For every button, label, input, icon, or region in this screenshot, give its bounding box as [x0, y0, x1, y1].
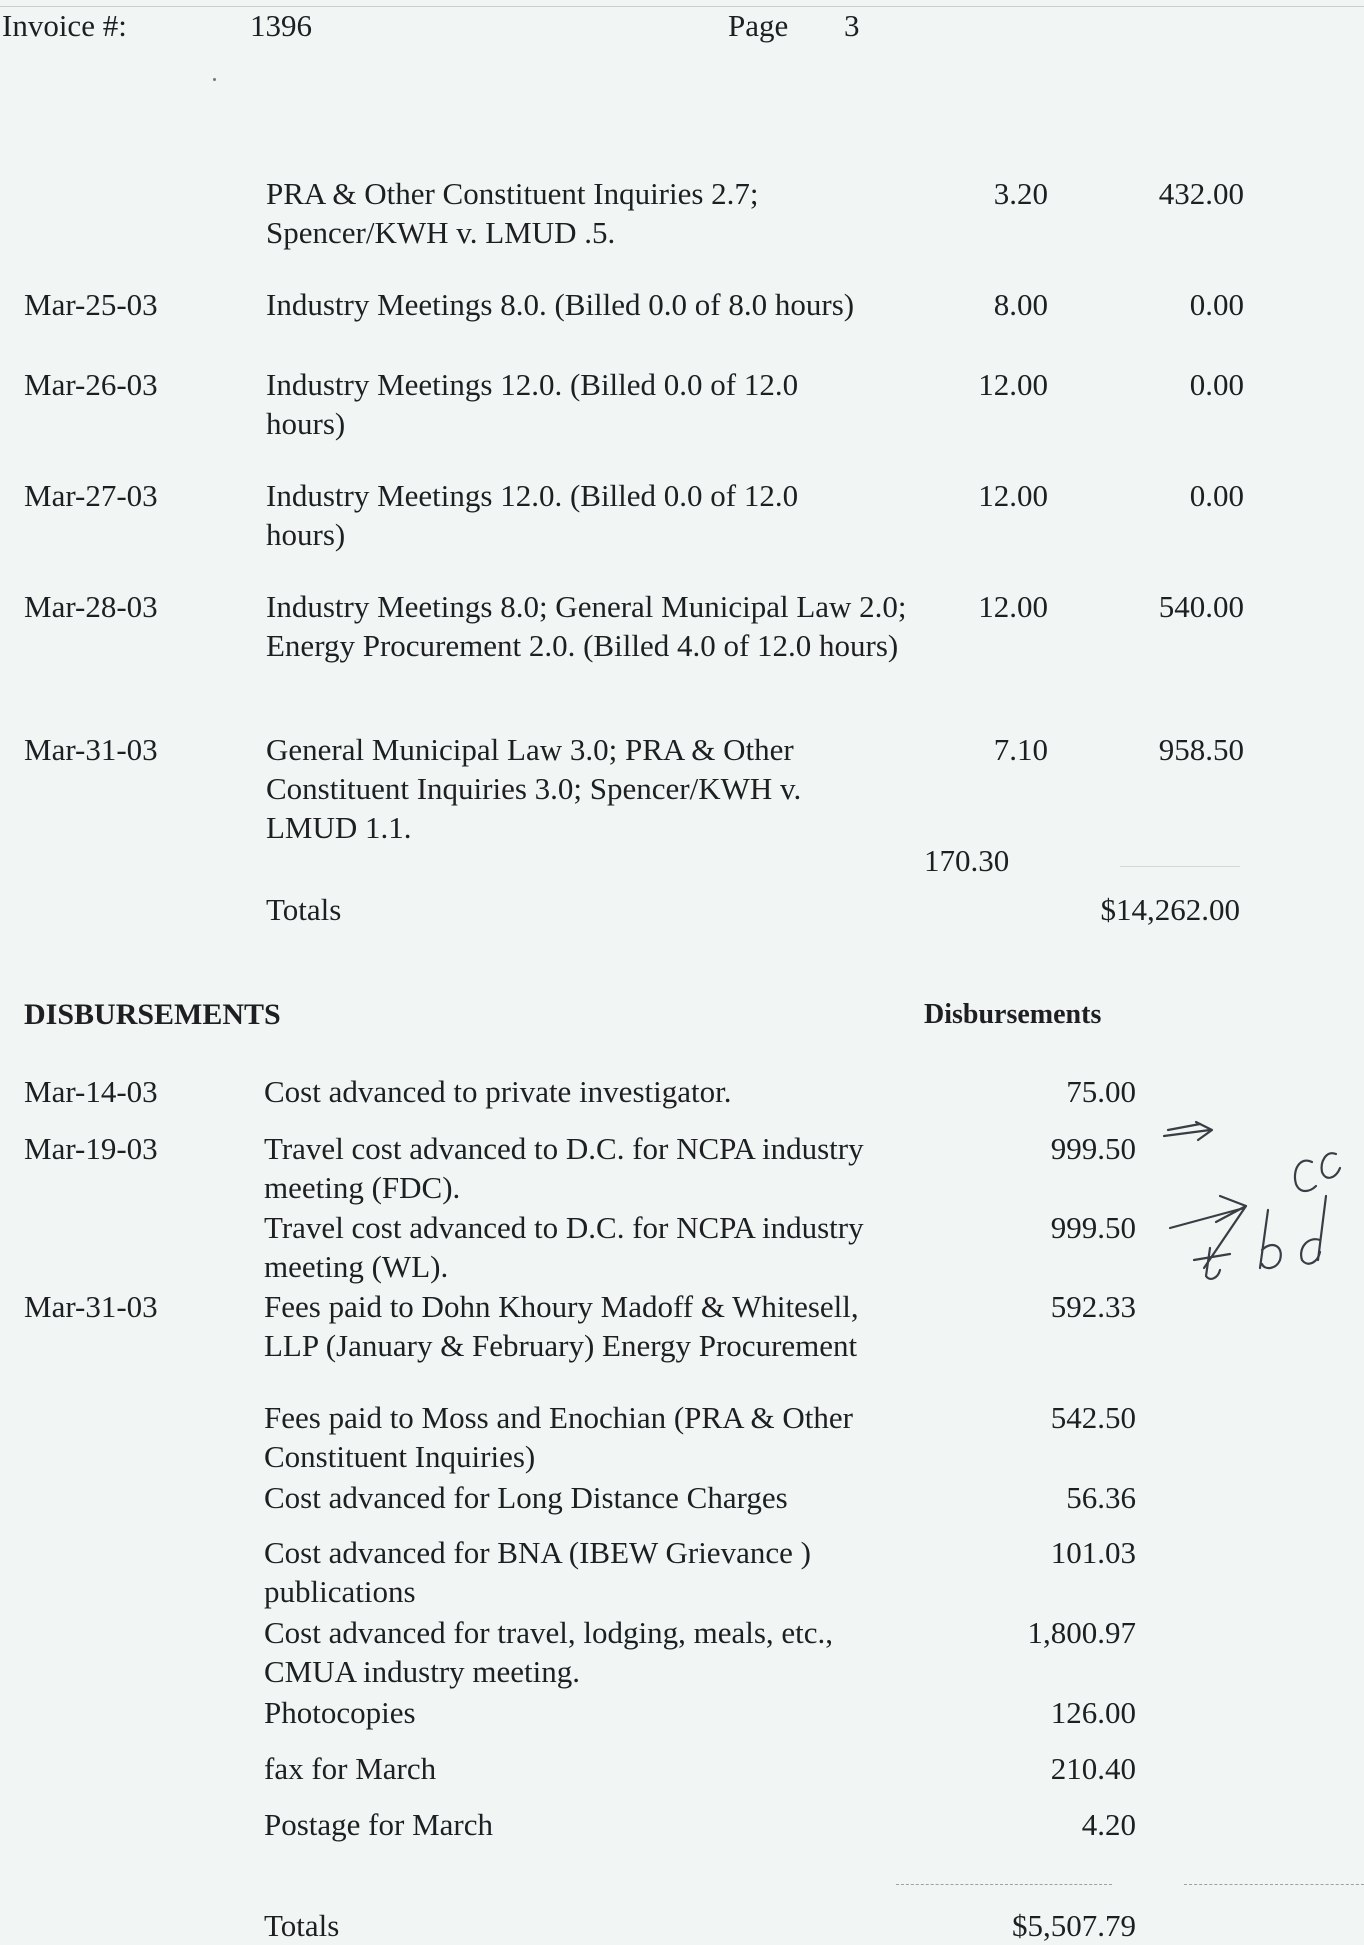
disbursement-description: Fees paid to Moss and Enochian (PRA & Other Constituent Inquiries): [264, 1400, 853, 1474]
disbursement-amount: 4.20: [1081, 1807, 1136, 1842]
disbursement-amount: 126.00: [1050, 1695, 1136, 1730]
disbursement-description: Cost advanced for Long Distance Charges: [264, 1480, 788, 1515]
service-amount: 0.00: [1189, 478, 1244, 513]
service-description: PRA & Other Constituent Inquiries 2.7; Spencer/KWH v. LMUD .5.: [266, 176, 759, 250]
service-hours: 12.00: [978, 367, 1048, 402]
service-hours: 7.10: [993, 732, 1048, 767]
disbursements-total-amount: $5,507.79: [1012, 1908, 1136, 1943]
amount-rule: [1120, 866, 1240, 867]
service-date: Mar-25-03: [24, 287, 158, 322]
services-total-amount: $14,262.00: [1100, 892, 1240, 927]
service-date: Mar-31-03: [24, 732, 158, 767]
disbursement-date: Mar-31-03: [24, 1289, 158, 1324]
total-hours: 170.30: [924, 843, 1010, 878]
service-amount: 432.00: [1158, 176, 1244, 211]
service-amount: 958.50: [1158, 732, 1244, 767]
disbursement-description: Cost advanced for travel, lodging, meals, etc., CMUA industry meeting.: [264, 1615, 834, 1689]
disbursement-amount: 75.00: [1066, 1074, 1136, 1109]
disbursement-description: Travel cost advanced to D.C. for NCPA industry meeting (FDC).: [264, 1131, 864, 1205]
service-amount: 0.00: [1189, 287, 1244, 322]
service-hours: 12.00: [978, 478, 1048, 513]
service-description: General Municipal Law 3.0; PRA & Other Constituent Inquiries 3.0; Spencer/KWH v. LMUD 1.1.: [266, 732, 802, 845]
service-hours: 3.20: [993, 176, 1048, 211]
invoice-number: 1396: [250, 8, 312, 43]
disbursement-date: Mar-14-03: [24, 1074, 158, 1109]
service-description: Industry Meetings 8.0; General Municipal Law 2.0; Energy Procurement 2.0. (Billed 4.0 of 12.0 hours): [266, 589, 907, 663]
service-date: Mar-27-03: [24, 478, 158, 513]
service-hours: 8.00: [993, 287, 1048, 322]
handwritten-annotation: [1140, 1100, 1364, 1300]
total-rule: [896, 1884, 1112, 1885]
disbursement-amount: 542.50: [1050, 1400, 1136, 1435]
disbursement-amount: 999.50: [1050, 1131, 1136, 1166]
service-description: Industry Meetings 12.0. (Billed 0.0 of 12.0 hours): [266, 478, 799, 552]
service-date: Mar-28-03: [24, 589, 158, 624]
service-date: Mar-26-03: [24, 367, 158, 402]
disbursement-amount: 999.50: [1050, 1210, 1136, 1245]
page-label: Page: [728, 8, 789, 43]
disbursement-description: Photocopies: [264, 1695, 416, 1730]
disbursements-column-header: Disbursements: [924, 999, 1102, 1030]
disbursement-date: Mar-19-03: [24, 1131, 158, 1166]
disbursement-amount: 101.03: [1050, 1535, 1136, 1570]
service-hours: 12.00: [978, 589, 1048, 624]
service-description: Industry Meetings 12.0. (Billed 0.0 of 12.0 hours): [266, 367, 799, 441]
invoice-label: Invoice #:: [2, 8, 127, 43]
disbursement-description: Cost advanced to private investigator.: [264, 1074, 732, 1109]
disbursement-amount: 1,800.97: [1027, 1615, 1136, 1650]
scan-top-edge: [0, 6, 1364, 7]
disbursement-description: Travel cost advanced to D.C. for NCPA industry meeting (WL).: [264, 1210, 864, 1284]
service-amount: 0.00: [1189, 367, 1244, 402]
disbursement-description: fax for March: [264, 1751, 437, 1786]
page-number: 3: [844, 8, 860, 43]
disbursements-totals-label: Totals: [264, 1908, 340, 1943]
disbursement-amount: 592.33: [1050, 1289, 1136, 1324]
disbursement-amount: 56.36: [1066, 1480, 1136, 1515]
service-amount: 540.00: [1158, 589, 1244, 624]
scan-speck: [213, 78, 216, 81]
disbursements-title: DISBURSEMENTS: [24, 998, 281, 1031]
total-rule: [1184, 1884, 1364, 1885]
services-totals-label: Totals: [266, 892, 342, 927]
disbursement-amount: 210.40: [1050, 1751, 1136, 1786]
disbursement-description: Postage for March: [264, 1807, 493, 1842]
disbursement-description: Fees paid to Dohn Khoury Madoff & Whitesell, LLP (January & February) Energy Procurement: [264, 1289, 859, 1363]
service-description: Industry Meetings 8.0. (Billed 0.0 of 8.0 hours): [266, 287, 855, 322]
disbursement-description: Cost advanced for BNA (IBEW Grievance ) publications: [264, 1535, 811, 1609]
